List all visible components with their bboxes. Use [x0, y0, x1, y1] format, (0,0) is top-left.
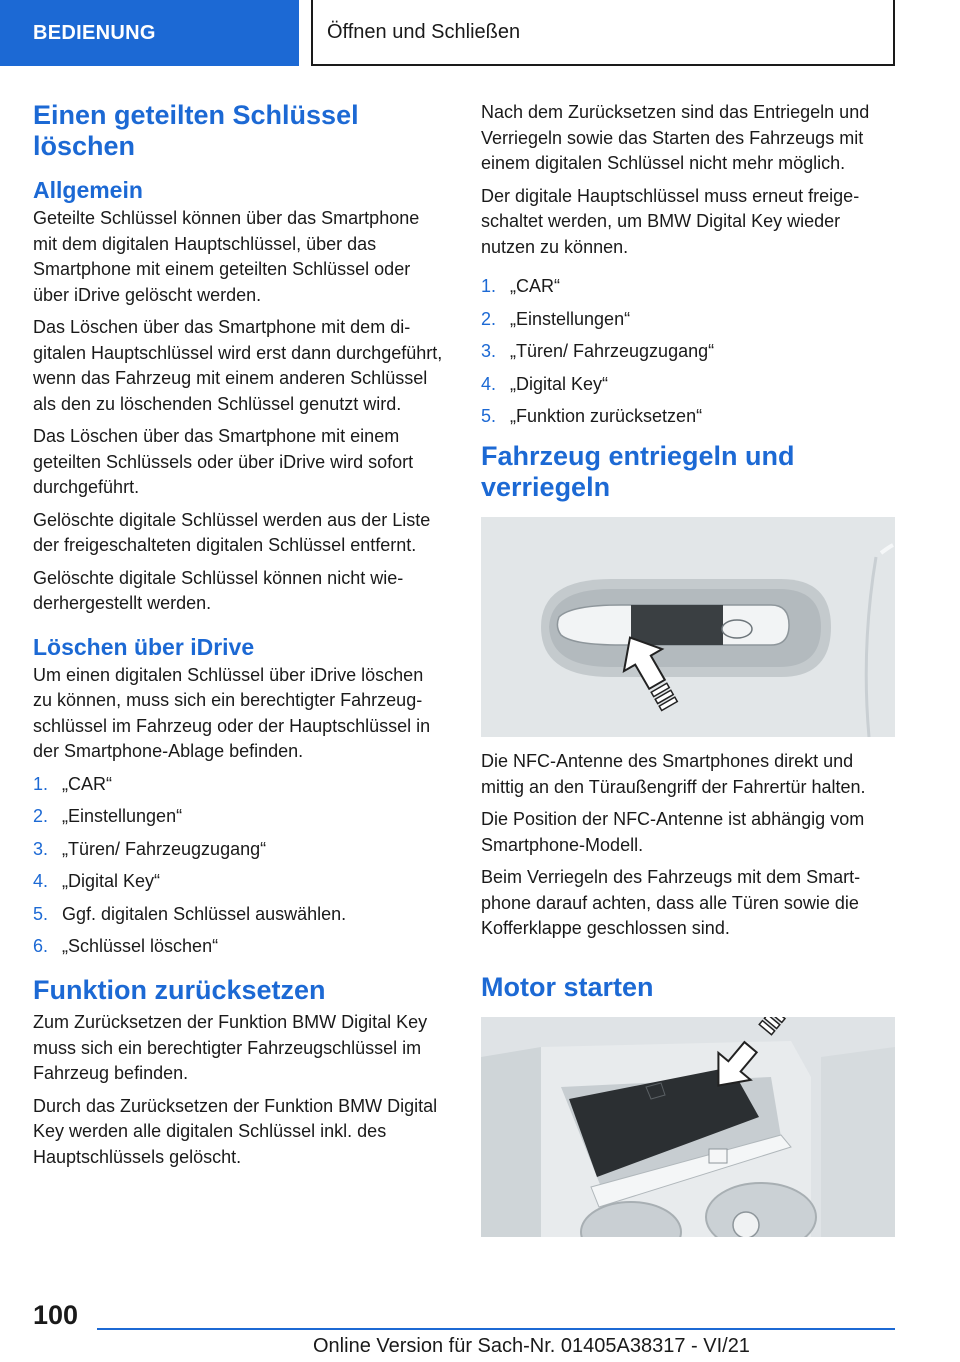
- list-item: [33, 772, 447, 797]
- step-number: 2.: [33, 806, 49, 826]
- step-text: „CAR“: [510, 276, 560, 296]
- heading-reset-function: Funktion zurücksetzen: [33, 975, 326, 1005]
- paragraph: Geteilte Schlüssel können über das Smartphone mit dem digitalen Hauptschlüssel, über das Smartphone mit einem geteilten Schlüssel oder über iDrive gelöscht werden.: [33, 208, 420, 305]
- reset-steps-list: [481, 274, 895, 429]
- right-column: [481, 100, 895, 1249]
- section-tab: BEDIENUNG: [0, 0, 299, 66]
- heading-unlock-lock: Fahrzeug entriegeln und verriegeln: [481, 441, 795, 502]
- step-text: Ggf. digitalen Schlüssel auswählen.: [62, 903, 347, 924]
- paragraph: Nach dem Zurücksetzen sind das Entriegeln und Verriegeln sowie das Starten des Fahrzeugs mit einem digitalen Schlüssel nicht mehr möglich.: [481, 102, 870, 173]
- step-text: „Einstellungen“: [62, 806, 183, 826]
- step-number: 2.: [481, 308, 497, 329]
- heading-delete-shared-key: Einen geteilten Schlüssel löschen: [33, 100, 359, 161]
- list-item: [33, 934, 447, 959]
- step-number: 1.: [33, 773, 49, 794]
- idrive-steps-list: [33, 772, 447, 960]
- heading-start-engine: Motor starten: [481, 971, 654, 1002]
- paragraph: Beim Verriegeln des Fahrzeugs mit dem Smartphone darauf achten, dass alle Türen sowie die Kofferklappe geschlossen sind.: [481, 867, 861, 938]
- step-text: „Digital Key“: [510, 373, 609, 394]
- step-number: 5.: [481, 406, 497, 426]
- paragraph: Gelöschte digitale Schlüssel können nicht wiederhergestellt werden.: [33, 567, 404, 613]
- paragraph: Das Löschen über das Smartphone mit einem geteilten Schlüssels oder über iDrive wird sofort durchgeführt.: [33, 426, 414, 497]
- step-number: 1.: [481, 276, 497, 296]
- list-item: [33, 902, 447, 927]
- list-item: [481, 274, 895, 299]
- footer-divider: [97, 1328, 895, 1330]
- list-item: [33, 869, 447, 894]
- door-handle-illustration: [481, 517, 895, 737]
- step-text: „Türen/ Fahrzeugzugang“: [510, 341, 715, 361]
- step-number: 6.: [33, 936, 49, 956]
- step-text: „Einstellungen“: [510, 308, 631, 329]
- paragraph: Durch das Zurücksetzen der Funktion BMW Digital Key werden alle digitalen Schlüssel inkl. des Hauptschlüssels gelöscht.: [33, 1095, 438, 1167]
- smartphone-tray-illustration: [481, 1017, 895, 1237]
- step-number: 4.: [33, 871, 49, 891]
- paragraph: Um einen digitalen Schlüssel über iDrive löschen zu können, muss sich ein berechtigter Fahrzeugschlüssel im Fahrzeug oder der Hauptschlüssel in der Smartphone-Ablage befinden.: [33, 664, 431, 761]
- step-text: „Digital Key“: [62, 871, 161, 891]
- list-item: [481, 404, 895, 429]
- heading-allgemein: Allgemein: [33, 177, 143, 203]
- list-item: [481, 339, 895, 364]
- step-text: „CAR“: [62, 773, 112, 794]
- heading-delete-via-idrive: Löschen über iDrive: [33, 633, 255, 660]
- paragraph: Die Position der NFC-Antenne ist abhängig vom Smartphone-Modell.: [481, 809, 865, 855]
- paragraph: Der digitale Hauptschlüssel muss erneut freigeschaltet werden, um BMW Digital Key wieder nutzen zu können.: [481, 185, 860, 257]
- list-item: [33, 804, 447, 829]
- paragraph: Die NFC-Antenne des Smartphones direkt und mittig an den Türaußengriff der Fahrertür halten.: [481, 751, 866, 797]
- footer-version-text: Online Version für Sach-Nr. 01405A38317 - VI/21: [313, 1335, 750, 1357]
- step-number: 3.: [481, 341, 497, 361]
- list-item: [481, 372, 895, 397]
- smartphone-tray-image: [481, 1017, 895, 1237]
- step-number: 4.: [481, 373, 497, 394]
- left-column: [33, 100, 447, 1177]
- step-text: „Funktion zurücksetzen“: [510, 406, 703, 426]
- paragraph: Das Löschen über das Smartphone mit dem digitalen Hauptschlüssel wird erst dann durchgeführt, wenn das Fahrzeug mit einem anderen Schlüssel als den zu löschenden Schlüssel genutzt wird.: [33, 317, 443, 414]
- page-number: 100: [33, 1300, 79, 1330]
- step-text: „Türen/ Fahrzeugzugang“: [62, 838, 267, 859]
- list-item: [481, 307, 895, 332]
- list-item: [33, 837, 447, 862]
- door-handle-image: [481, 517, 895, 737]
- paragraph: Zum Zurücksetzen der Funktion BMW Digital Key muss sich ein berechtigter Fahrzeugschlüssel im Fahrzeug befinden.: [33, 1012, 428, 1083]
- chapter-title: Öffnen und Schließen: [311, 0, 895, 66]
- step-text: „Schlüssel löschen“: [62, 936, 219, 956]
- paragraph: Gelöschte digitale Schlüssel werden aus der Liste der freigeschalteten digitalen Schlüssel entfernt.: [33, 509, 431, 555]
- step-number: 3.: [33, 838, 49, 859]
- step-number: 5.: [33, 903, 49, 924]
